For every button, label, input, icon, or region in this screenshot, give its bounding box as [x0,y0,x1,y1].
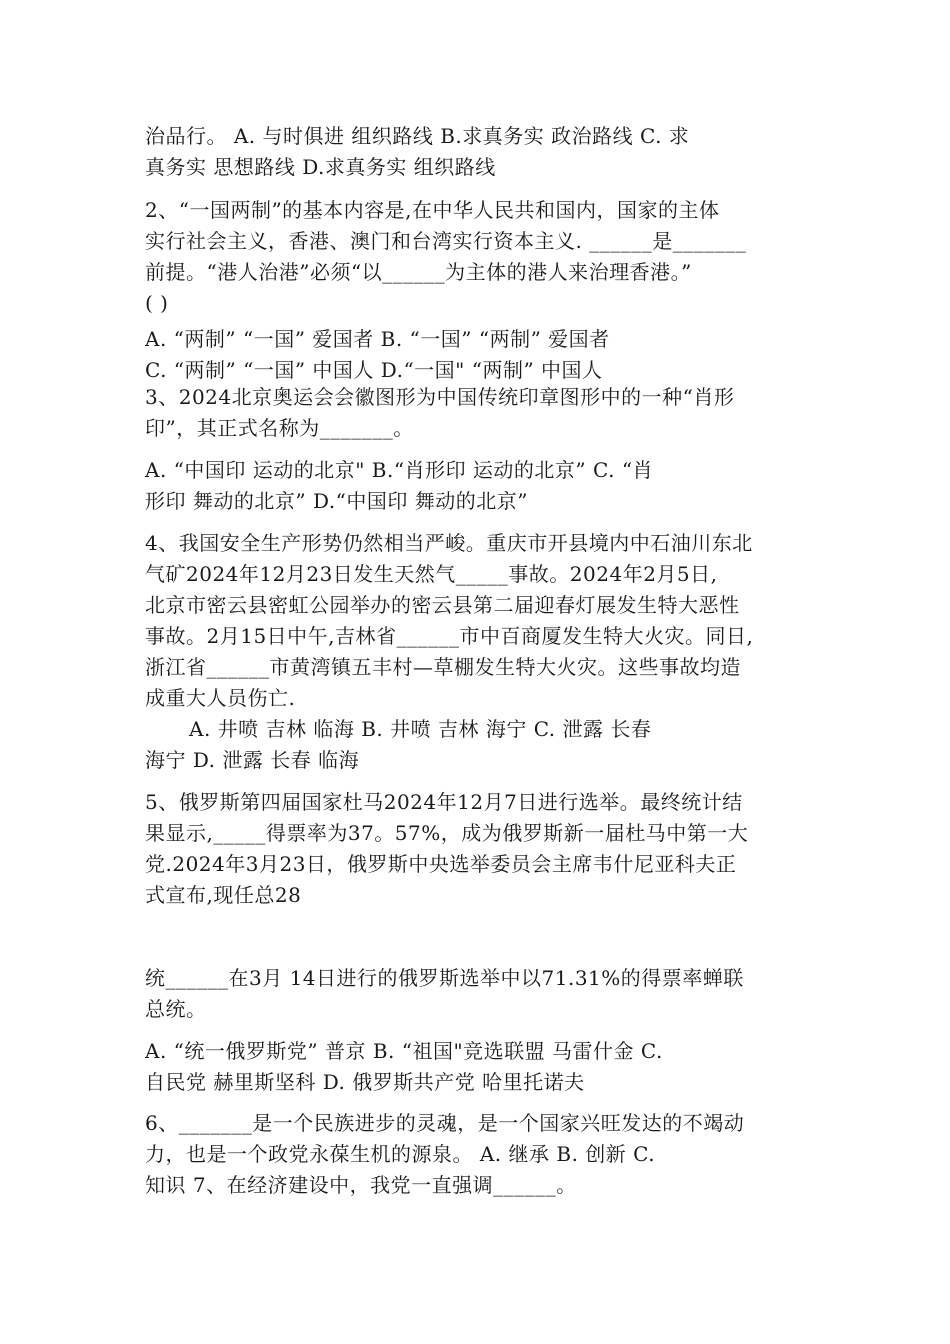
text-line: 浙江省______市黄湾镇五丰村—草棚发生特大火灾。这些事故均造 [145,655,741,679]
question-3-stem [145,382,815,444]
text-line: 4、我国安全生产形势仍然相当严峻。重庆市开县境内中石油川东北 [145,531,753,555]
question-2-stem [145,195,815,319]
option-line: C. “两制” “一国” 中国人 D.“一国" “两制” 中国人 [145,358,603,382]
text-line: 前提。“港人治港”必须“以______为主体的港人来治理香港。” [145,260,692,284]
text-line: 6、_______是一个民族进步的灵魂，是一个国家兴旺发达的不竭动 [145,1111,745,1135]
text-line: 式宣布,现任总28 [145,883,302,907]
text-line: 党.2024年3月23日，俄罗斯中央选举委员会主席韦什尼亚科夫正 [145,852,737,876]
text-line: ( ) [145,291,169,315]
question-3-options [145,455,815,517]
question-4-stem [145,528,815,714]
text-line: 2、“一国两制”的基本内容是,在中华人民共和国内，国家的主体 [145,198,720,222]
text-line: 事故。2月15日中午,吉林省______市中百商厦发生特大火灾。同日, [145,624,754,648]
option-line: 自民党 赫里斯坚科 D. 俄罗斯共产党 哈里托诺夫 [145,1070,585,1094]
option-line: 海宁 D. 泄露 长春 临海 [145,748,360,772]
text-line: 成重大人员伤亡. [145,686,296,710]
text-line: 果显示,_____得票率为37。57%，成为俄罗斯新一届杜马中第一大 [145,821,749,845]
question-5-continued [145,963,815,1025]
question-6-stem [145,1108,815,1201]
question-5-stem [145,787,815,911]
text-line: 5、俄罗斯第四届国家杜马2024年12月7日进行选举。最终统计结 [145,790,743,814]
option-line: 形印 舞动的北京” D.“中国印 舞动的北京” [145,489,528,513]
text-line: 力，也是一个政党永葆生机的源泉。 A. 继承 B. 创新 C. [145,1142,656,1166]
text-line: 北京市密云县密虹公园举办的密云县第二届迎春灯展发生特大恶性 [145,593,740,617]
text-line: 气矿2024年12月23日发生天然气_____事故。2024年2月5日, [145,562,718,586]
text-line: 真务实 思想路线 D.求真务实 组织路线 [145,155,496,179]
question-4-options [145,714,815,776]
question-5-options [145,1036,815,1098]
option-line: A. 井喷 吉林 临海 B. 井喷 吉林 海宁 C. 泄露 长春 [189,717,652,741]
question-1-options [145,121,815,183]
text-line: 实行社会主义，香港、澳门和台湾实行资本主义. ______是_______ [145,229,747,253]
text-line: 统______在3月 14日进行的俄罗斯选举中以71.31%的得票率蝉联 [145,966,744,990]
text-line: 印”，其正式名称为_______。 [145,416,414,440]
option-line: A. “中国印 运动的北京" B.“肖形印 运动的北京” C. “肖 [145,458,654,482]
text-line: 知识 7、在经济建设中，我党一直强调______。 [145,1173,577,1197]
text-line: 治品行。 A. 与时俱进 组织路线 B.求真务实 政治路线 C. 求 [145,124,690,148]
option-line: A. “两制” “一国” 爱国者 B. “一国” “两制” 爱国者 [145,327,610,351]
option-line: A. “统一俄罗斯党” 普京 B. “祖国"竞选联盟 马雷什金 C. [145,1039,663,1063]
question-2-options [145,324,815,386]
text-line: 3、2024北京奥运会会徽图形为中国传统印章图形中的一种“肖形 [145,385,735,409]
text-line: 总统。 [145,997,207,1021]
